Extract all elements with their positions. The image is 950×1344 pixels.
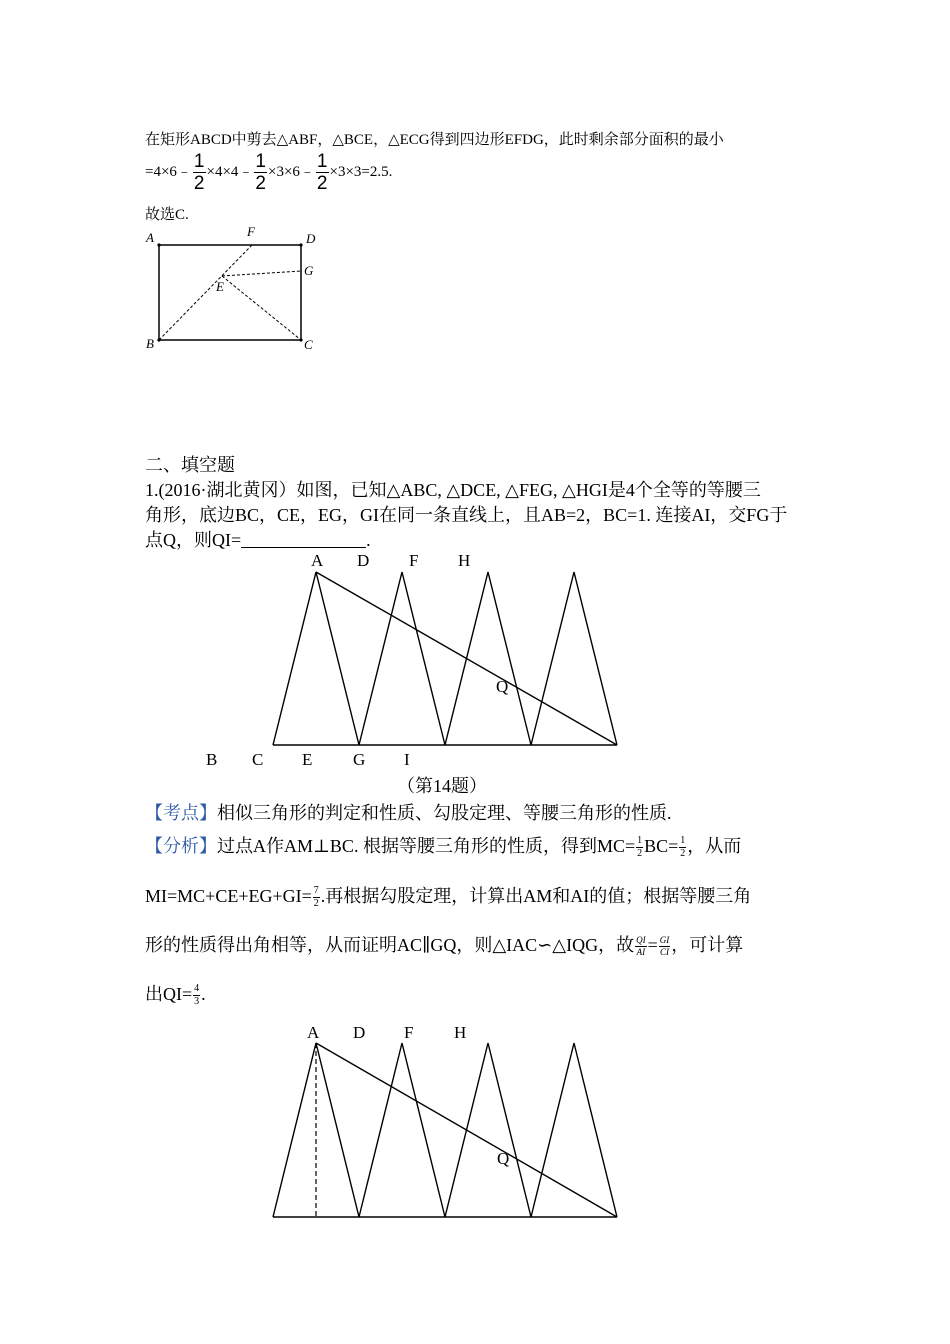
triangle-abc xyxy=(273,572,359,745)
fraction: $\frac{1}{2}$ xyxy=(255,151,266,195)
label-d: D xyxy=(357,551,370,570)
label-d: D xyxy=(306,231,316,246)
solution-area-formula xyxy=(145,150,392,194)
fraction: $\frac{1}{2}$ xyxy=(637,835,643,860)
fenxi-line-1: 【分析】过点A作AM⊥BC. 根据等腰三角形的性质，得到MC= $\frac{1}{2}$ BC= $\frac{1}{2}$ ，从而 xyxy=(145,835,742,860)
label-i: I xyxy=(404,750,410,769)
segment-ai xyxy=(316,572,617,745)
section-heading: 二、填空题 xyxy=(145,455,235,475)
point-c xyxy=(299,338,302,341)
formula-text: ×3×6﹣ xyxy=(268,164,315,180)
fraction: $\frac{1}{2}$ xyxy=(680,835,686,860)
triangle-feg xyxy=(445,572,531,745)
label-b: B xyxy=(146,336,154,351)
fenxi-line-4: 出QI= $\frac{4}{3}$ . xyxy=(145,983,206,1008)
dashed-eg xyxy=(222,271,301,276)
problem-line-3: 点Q，则QI= . xyxy=(145,530,371,550)
triangle-hgi xyxy=(531,1043,617,1217)
fraction: $\frac{7}{2}$ xyxy=(313,885,319,910)
label-c: C xyxy=(304,337,313,352)
problem-line-2: 角形，底边BC，CE，EG，GI在同一条直线上，且AB=2，BC=1. 连接AI，交FG于 xyxy=(145,505,788,525)
problem-line-1: 1.(2016·湖北黄冈）如图，已知△ABC, △DCE, △FEG, △HGI是4个全等的等腰三 xyxy=(145,480,761,500)
triangle-dce xyxy=(359,1043,445,1217)
fraction: $\frac{GI}{CI}$ xyxy=(659,935,670,958)
kaodian-tag: 【考点】 xyxy=(145,803,217,823)
dashed-ec xyxy=(222,276,301,340)
label-f: F xyxy=(409,551,419,570)
rectangle-abcd xyxy=(159,245,301,340)
formula-text: =4×6﹣ xyxy=(145,164,192,180)
segment-ai xyxy=(316,1043,617,1217)
point-a xyxy=(157,243,160,246)
label-h: H xyxy=(454,1023,467,1042)
fraction: $\frac{4}{3}$ xyxy=(194,983,200,1008)
label-e: E xyxy=(216,279,224,294)
label-g: G xyxy=(353,750,366,769)
label-a: A xyxy=(311,551,324,570)
rectangle-figure xyxy=(140,222,330,354)
triangles-figure-with-altitude xyxy=(260,1018,630,1228)
fenxi-line-3: 形的性质得出角相等，从而证明AC∥GQ，则△IAC∽△IQG，故 $\frac{QI}{AI}$ = $\frac{GI}{CI}$ ，可计算 xyxy=(145,935,744,958)
label-q: Q xyxy=(497,1149,510,1168)
label-f: F xyxy=(247,224,255,239)
point-b xyxy=(157,338,160,341)
label-f: F xyxy=(404,1023,414,1042)
figure-caption: （第14题） xyxy=(397,776,487,796)
fraction: $\frac{1}{2}$ xyxy=(316,151,328,195)
triangle-feg xyxy=(445,1043,531,1217)
label-d: D xyxy=(353,1023,366,1042)
label-b: B xyxy=(206,750,218,769)
solution-conclusion: 故选C. xyxy=(145,207,189,223)
fraction: $\frac{1}{2}$ xyxy=(193,151,205,195)
label-e: E xyxy=(302,750,313,769)
dashed-bf xyxy=(159,245,252,340)
label-h: H xyxy=(458,551,471,570)
fenxi-line-2: MI=MC+CE+EG+GI= $\frac{7}{2}$ .再根据勾股定理，计算出AM和AI的值；根据等腰三角 xyxy=(145,885,752,910)
label-a: A xyxy=(146,230,154,245)
label-c: C xyxy=(252,750,264,769)
solution-line-1: 在矩形ABCD中剪去△ABF，△BCE，△ECG得到四边形EFDG，此时剩余部分面积的最小 xyxy=(145,132,724,148)
triangles-figure xyxy=(190,545,630,775)
fraction: $\frac{QI}{AI}$ xyxy=(636,935,646,958)
fenxi-tag: 【分析】 xyxy=(145,836,217,856)
formula-text: ×4×4﹣ xyxy=(206,164,254,180)
label-q: Q xyxy=(496,677,509,696)
label-g: G xyxy=(304,263,314,278)
triangle-dce xyxy=(359,572,445,745)
kaodian-line: 【考点】相似三角形的判定和性质、勾股定理、等腰三角形的性质. xyxy=(145,803,672,823)
triangle-hgi xyxy=(531,572,617,745)
label-a: A xyxy=(307,1023,320,1042)
point-d xyxy=(299,243,302,246)
formula-text: ×3×3=2.5. xyxy=(329,164,393,180)
